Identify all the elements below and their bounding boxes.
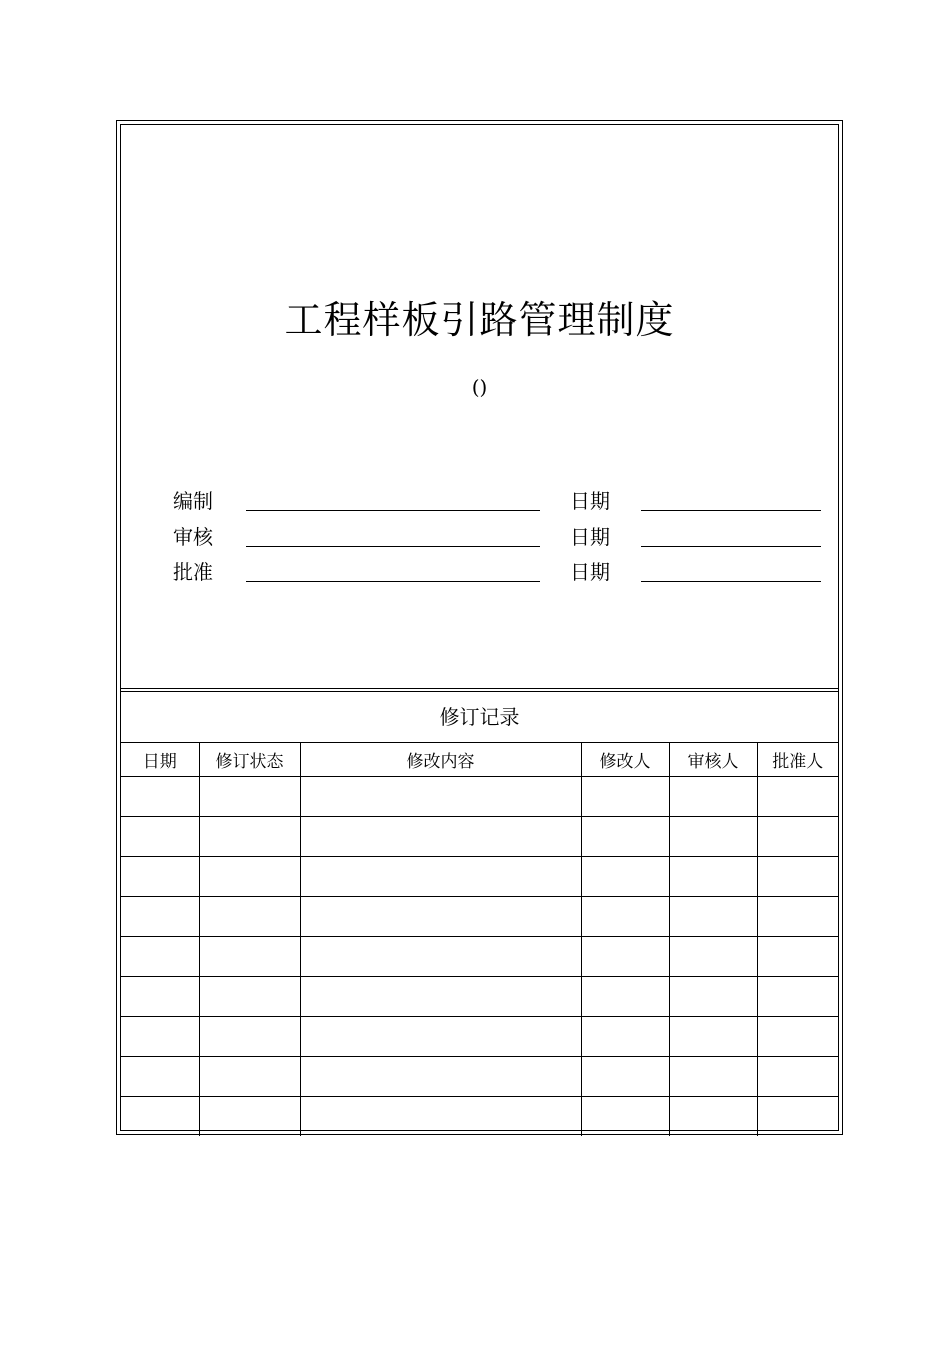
signature-line — [246, 546, 540, 547]
table-cell[interactable] — [300, 897, 581, 937]
header-revision-status: 修订状态 — [199, 742, 300, 777]
table-cell[interactable] — [669, 897, 757, 937]
cover-section — [121, 125, 838, 689]
table-cell[interactable] — [669, 817, 757, 857]
table-cell[interactable] — [199, 897, 300, 937]
table-cell[interactable] — [300, 857, 581, 897]
document-title: 工程样板引路管理制度 — [284, 298, 675, 342]
document-frame — [116, 120, 843, 1135]
table-cell[interactable] — [669, 777, 757, 817]
table-row — [121, 817, 838, 857]
table-cell[interactable] — [669, 1057, 757, 1097]
approval-label: 审核 — [173, 525, 213, 549]
date-line — [641, 510, 821, 511]
approval-row-approved — [121, 556, 838, 586]
table-cell[interactable] — [757, 1017, 838, 1057]
approval-row-reviewed — [121, 521, 838, 551]
table-cell[interactable] — [581, 897, 669, 937]
table-cell[interactable] — [581, 1097, 669, 1137]
header-date: 日期 — [121, 742, 199, 777]
date-line — [641, 546, 821, 547]
table-row — [121, 1017, 838, 1057]
table-cell[interactable] — [757, 857, 838, 897]
table-cell[interactable] — [300, 1017, 581, 1057]
header-modifier: 修改人 — [581, 742, 669, 777]
table-cell[interactable] — [199, 857, 300, 897]
signature-line — [246, 581, 540, 582]
table-row — [121, 857, 838, 897]
table-cell[interactable] — [669, 1097, 757, 1137]
table-cell[interactable] — [300, 1097, 581, 1137]
table-cell[interactable] — [121, 857, 199, 897]
table-cell[interactable] — [121, 817, 199, 857]
revision-record-section — [121, 692, 838, 1130]
date-line — [641, 581, 821, 582]
table-cell[interactable] — [581, 937, 669, 977]
table-cell[interactable] — [199, 1097, 300, 1137]
table-cell[interactable] — [757, 897, 838, 937]
approval-label: 批准 — [173, 560, 213, 584]
table-row — [121, 1097, 838, 1137]
table-cell[interactable] — [199, 777, 300, 817]
approval-row-prepared — [121, 485, 838, 515]
table-cell[interactable] — [581, 857, 669, 897]
table-cell[interactable] — [121, 777, 199, 817]
table-cell[interactable] — [669, 857, 757, 897]
table-cell[interactable] — [199, 1057, 300, 1097]
table-cell[interactable] — [199, 817, 300, 857]
table-cell[interactable] — [669, 977, 757, 1017]
table-cell[interactable] — [669, 1017, 757, 1057]
table-cell[interactable] — [121, 1057, 199, 1097]
table-cell[interactable] — [757, 977, 838, 1017]
table-cell[interactable] — [581, 977, 669, 1017]
document-inner-frame — [120, 124, 839, 1131]
table-cell[interactable] — [121, 1017, 199, 1057]
table-cell[interactable] — [757, 1097, 838, 1137]
date-label: 日期 — [570, 525, 610, 549]
date-label: 日期 — [570, 560, 610, 584]
table-cell[interactable] — [757, 937, 838, 977]
table-row — [121, 1057, 838, 1097]
table-cell[interactable] — [581, 817, 669, 857]
header-change-content: 修改内容 — [300, 742, 581, 777]
table-cell[interactable] — [300, 937, 581, 977]
date-label: 日期 — [570, 489, 610, 513]
revision-record-title: 修订记录 — [121, 692, 838, 743]
table-cell[interactable] — [581, 1017, 669, 1057]
table-cell[interactable] — [121, 897, 199, 937]
table-cell[interactable] — [199, 1017, 300, 1057]
table-row — [121, 937, 838, 977]
revision-table-body — [121, 777, 838, 1137]
table-cell[interactable] — [300, 977, 581, 1017]
table-cell[interactable] — [300, 777, 581, 817]
table-cell[interactable] — [121, 1097, 199, 1137]
table-row — [121, 777, 838, 817]
table-cell[interactable] — [757, 817, 838, 857]
table-cell[interactable] — [757, 1057, 838, 1097]
table-cell[interactable] — [199, 937, 300, 977]
table-cell[interactable] — [581, 777, 669, 817]
table-cell[interactable] — [669, 937, 757, 977]
document-subtitle: () — [471, 375, 488, 399]
table-cell[interactable] — [581, 1057, 669, 1097]
signature-line — [246, 510, 540, 511]
table-cell[interactable] — [121, 937, 199, 977]
table-row — [121, 897, 838, 937]
header-reviewer: 审核人 — [669, 742, 757, 777]
approval-label: 编制 — [173, 489, 213, 513]
header-approver: 批准人 — [757, 742, 838, 777]
table-cell[interactable] — [121, 977, 199, 1017]
table-cell[interactable] — [300, 1057, 581, 1097]
revision-header-row — [121, 742, 838, 777]
table-cell[interactable] — [757, 777, 838, 817]
revision-record-table — [121, 742, 838, 1136]
table-row — [121, 977, 838, 1017]
table-cell[interactable] — [199, 977, 300, 1017]
table-cell[interactable] — [300, 817, 581, 857]
